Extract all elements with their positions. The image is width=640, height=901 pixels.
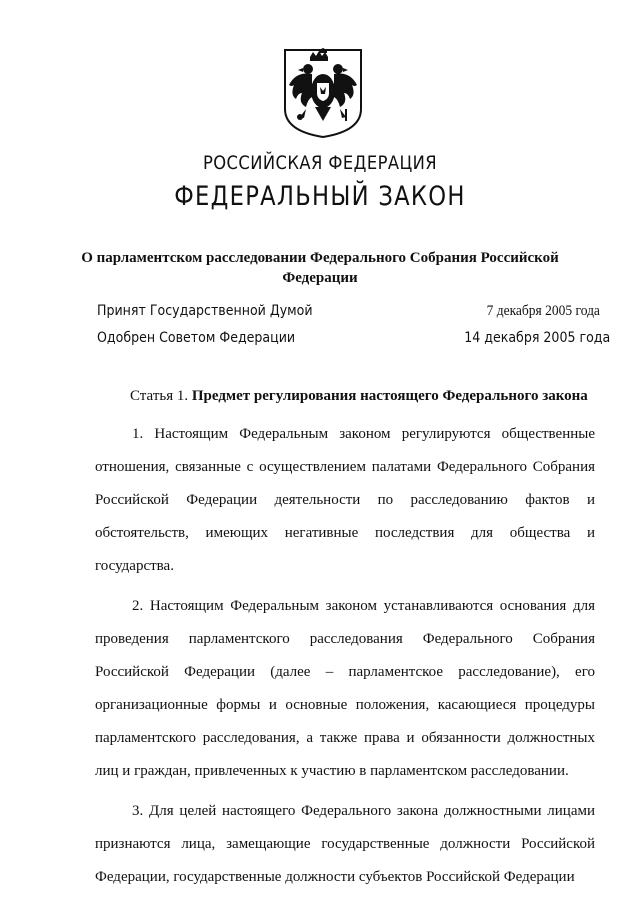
article-heading — [130, 388, 588, 405]
article-body — [95, 418, 595, 901]
approved-by-council-date: 14 декабря 2005 года — [463, 330, 610, 346]
country-name: РОССИЙСКАЯ ФЕДЕРАЦИЯ — [202, 152, 438, 174]
coat-of-arms-icon — [282, 47, 364, 139]
law-subject-title: О парламентском расследовании Федерального Собрания Российской Федерации — [81, 250, 559, 286]
document-type-title: ФЕДЕРАЛЬНЫЙ ЗАКОН — [174, 181, 466, 212]
article-paragraph: 2. Настоящим Федеральным законом устанавливаются основания для проведения парламентского расследования Федерального Собрания Российской Федерации (далее – парламентское расследование), его организационные формы и основные положения, касающиеся процедуры парламентского расследования, а также права и обязанности должностных лиц и граждан, привлеченных к участию в парламентском расследовании. — [95, 598, 595, 779]
article-paragraph: 1. Настоящим Федеральным законом регулируются общественные отношения, связанные с осуществлением палатами Федерального Собрания Российской Федерации деятельности по расследованию фактов и обстоятельств, имеющих негативные последствия для общества и государства. — [95, 426, 595, 574]
article-number: Статья 1. — [130, 388, 189, 404]
adopted-by-duma-date: 7 декабря 2005 года — [486, 303, 600, 319]
article-title: Предмет регулирования настоящего Федерального закона — [191, 388, 588, 404]
approved-by-council-label: Одобрен Советом Федерации — [97, 330, 296, 346]
adopted-by-duma-label: Принят Государственной Думой — [97, 303, 313, 319]
article-paragraph: 3. Для целей настоящего Федерального закона должностными лицами признаются лица, замещающие государственные должности Российской Федерации, государственные должности субъектов Российской Федерации — [95, 803, 595, 885]
